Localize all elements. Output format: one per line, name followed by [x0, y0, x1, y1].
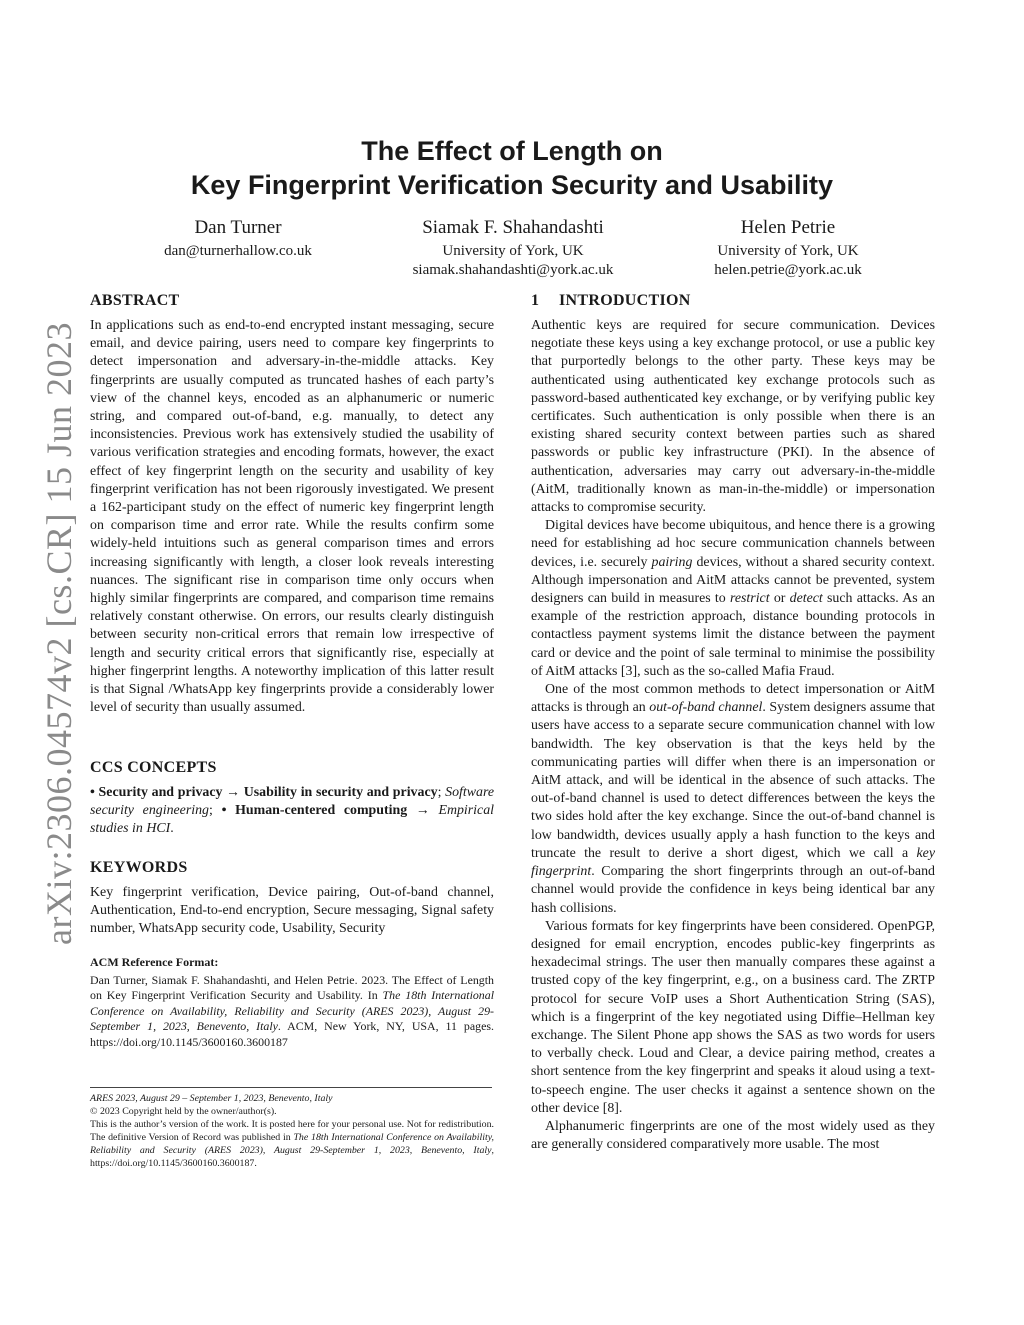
- ccs-separator: ;: [437, 785, 442, 800]
- author-affiliation: University of York, UK: [442, 243, 584, 259]
- footnote-part: , https://doi.org/10.1145/3600160.3600187.: [90, 1145, 494, 1169]
- text-run: Digital devices have become ubiquitous, and hence there is a growing need for establishing ad hoc secure communication channels between devices, i.e. securely: [531, 518, 935, 570]
- intro-paragraph: [531, 517, 935, 681]
- author-affiliation: University of York, UK: [717, 243, 859, 259]
- title-line-2: Key Fingerprint Verification Security and Usability: [190, 170, 834, 200]
- author-email: helen.petrie@york.ac.uk: [714, 262, 862, 278]
- footnote-copyright: © 2023 Copyright held by the owner/author(s).: [90, 1106, 277, 1117]
- author-block: [130, 216, 346, 261]
- intro-paragraph: [531, 681, 935, 918]
- ccs-concept: • Security and privacy → Usability in security and privacy: [90, 785, 438, 800]
- text-run: . System designers assume that users have access to a separate secure communication channel with low bandwidth. The key observation is that the keys held by the communicating parties will differ when there is an impersonation or AitM attack, and will be identical in the absence of such attacks. The out-of-band channel is used to detect differences between the keys the two sides hold after the key exchange. Since the out-of-band channel is low bandwidth, devices usually apply a hash function to the keys and truncate the result to derive a short digest, which we call a: [531, 700, 936, 861]
- introduction-section: [531, 291, 935, 1154]
- emphasis: out-of-band channel: [649, 700, 763, 716]
- abstract-section: [90, 291, 494, 717]
- author-email: siamak.shahandashti@york.ac.uk: [412, 262, 614, 278]
- title-line-1: The Effect of Length on: [361, 136, 663, 166]
- section-title: INTRODUCTION: [559, 292, 691, 309]
- intro-paragraph: Various formats for key fingerprints have been considered. OpenPGP, designed for email encryption, encodes public-key fingerprints as hexadecimal strings. The user then manually compares these against a trusted copy of the key fingerprint, e.g., on a business card. The ZRTP protocol for secure VoIP uses a Short Authentication String (SAS), which is a fingerprint of the key negotiated using Diffie–Hellman key exchange. The Silent Phone app shows the SAS as two words for users to verbally check. Loud and Clear, a device pairing method, creates a short sentence from the key fingerprint and speaks it aloud using a text-to-speech engine. The user checks it against a sentence shown on the other device [8].: [531, 918, 935, 1116]
- author-name: Siamak F. Shahandashti: [422, 217, 604, 238]
- footnote: [90, 1092, 494, 1170]
- keywords-text: Key fingerprint verification, Device pairing, Out-of-band channel, Authentication, End-to-end encryption, Secure messaging, Signal safety number, WhatsApp security code, Usability, Security: [90, 885, 494, 937]
- emphasis: key fingerprint: [531, 845, 935, 880]
- reference-part: . ACM, New York, NY, USA, 11 pages. https://doi.org/10.1145/3600160.3600187: [90, 1019, 494, 1049]
- text-run: or: [769, 591, 790, 607]
- author-email: dan@turnerhallow.co.uk: [164, 243, 312, 259]
- text-run: One of the most common methods to detect impersonation or AitM attacks is through an: [531, 682, 935, 716]
- ccs-heading: CCS CONCEPTS: [90, 759, 217, 776]
- intro-paragraph: Authentic keys are required for secure communication. Devices negotiate these keys using a key exchange protocol, or use a public key that purportedly belongs to the other party. These keys may be authenticated using authenticated key exchange protocols such as password-based authenticated key exchange, or by verifying public key certificates. Such authentication is only possible when there is an existing shared security context between parties such as shared passwords or public key infrastructure (PKI). In the absence of authentication, adversaries may carry out adversary-in-the-middle (AitM, traditionally known as man-in-the-middle) or impersonation attacks to compromise security.: [531, 318, 935, 516]
- acm-reference-text: [90, 973, 494, 1051]
- acm-reference: [90, 955, 494, 1051]
- abstract-text: In applications such as end-to-end encrypted instant messaging, secure email, and device pairing, users need to compare key fingerprints to detect impersonation and adversary-in-the-middle attacks. Key fingerprints are usually computed as truncated hashes of each party’s view of the channel keys, encoded as an alphanumeric or numeric string, and compared out-of-band, e.g. manually, to detect any inconsistencies. Previous work has extensively studied the usability of various verification strategies and encoding formats, however, the exact effect of key fingerprint length on the security and usability of key fingerprint verification has not been rigorously investigated. We present a 162-participant study on the effect of numeric key fingerprint length on comparison time and error rate. While the results confirm some widely-held intuitions such as general comparison times and errors increasing significantly with length, a closer look reveals interesting nuances. The significant rise in comparison time only occurs when highly similar fingerprints are compared, and comparison time remains relatively constant otherwise. On errors, our results clearly distinguish between security non-critical errors that remain low irrespective of length and security critical errors that significantly rise, especially at higher fingerprint lengths. A noteworthy implication of this latter result is that Signal /WhatsApp key fingerprints provide a considerably lower level of security than usually assumed.: [90, 318, 494, 716]
- keywords-section: [90, 858, 494, 939]
- ccs-text: [90, 784, 494, 839]
- abstract-heading: ABSTRACT: [90, 292, 180, 309]
- emphasis: detect: [789, 591, 823, 607]
- intro-heading: [531, 291, 935, 311]
- author-block: [688, 216, 888, 280]
- reference-venue: The 18th International Conference on Availability, Reliability and Security (ARES 2023), August 29-September 1, 2023, Benevento, Italy: [90, 988, 495, 1034]
- text-run: such attacks. As an example of the restriction approach, distance bounding protocols in contactless payment systems limit the distance between the payment card or device and the point of sale terminal to minimise the possibility of AitM attacks [3], such as the so-called Mafia Fraud.: [531, 591, 935, 679]
- keywords-heading: KEYWORDS: [90, 859, 188, 876]
- text-run: devices, without a shared security context. Although impersonation and AitM attacks cannot be prevented, system designers can build in measures to: [531, 554, 936, 607]
- ccs-concept: • Human-centered computing →: [221, 803, 430, 819]
- ccs-section: [90, 758, 494, 839]
- ccs-separator: .: [170, 821, 174, 837]
- emphasis: pairing: [651, 554, 693, 570]
- ccs-concept: Empirical studies in HCI: [90, 803, 495, 837]
- footnote-venue: ARES 2023, August 29 – September 1, 2023, Benevento, Italy: [90, 1093, 333, 1104]
- footnote-part: This is the author’s version of the work. It is posted here for your personal use. Not for redistribution. The definitive Version of Record was published in: [90, 1119, 494, 1143]
- intro-paragraph: Alphanumeric fingerprints are one of the most widely used as they are generally considered comparatively more usable. The most: [531, 1118, 935, 1153]
- footnote-venue-full: The 18th International Conference on Availability, Reliability and Security (ARES 2023), August 29-September 1, 2023, Benevento, Italy: [90, 1132, 495, 1156]
- author-name: Dan Turner: [194, 217, 282, 238]
- section-number: 1: [531, 292, 540, 309]
- emphasis: restrict: [729, 591, 770, 607]
- footnote-text: [90, 1118, 494, 1170]
- footnote-rule: [90, 1087, 492, 1088]
- acm-reference-heading: ACM Reference Format:: [90, 955, 219, 969]
- reference-part: Dan Turner, Siamak F. Shahandashti, and Helen Petrie. 2023. The Effect of Length on Key Fingerprint Verification Security and Usability. In: [90, 972, 494, 1003]
- author-block: [380, 216, 646, 280]
- text-run: . Comparing the short fingerprints through an out-of-band channel would provide the confidence in keys being identical bar any hash collisions.: [531, 864, 935, 916]
- ccs-concept: Software security engineering: [90, 785, 494, 819]
- ccs-separator: ;: [209, 803, 222, 819]
- author-name: Helen Petrie: [740, 217, 836, 238]
- paper-title: [0, 134, 1024, 202]
- arxiv-watermark: arXiv:2306.04574v2 [cs.CR] 15 Jun 2023: [39, 322, 79, 945]
